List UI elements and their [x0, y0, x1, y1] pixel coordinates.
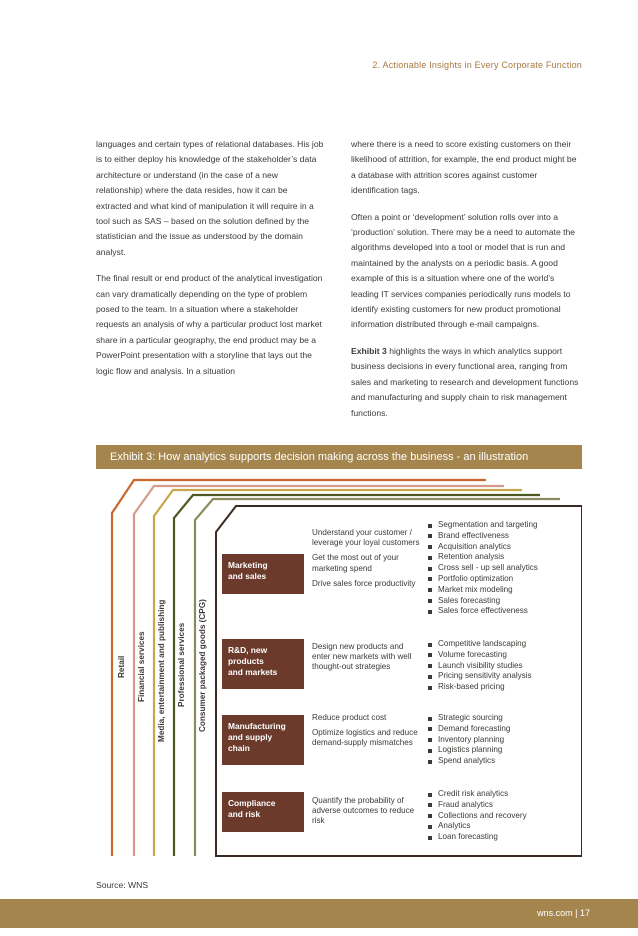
objectives-manufacturing [312, 713, 422, 754]
objective-item: Quantify the probability of adverse outcomes to reduce risk [312, 796, 415, 826]
analytics-item: Brand effectiveness [428, 531, 580, 542]
right-column [351, 137, 581, 432]
analytics-item: Strategic sourcing [428, 713, 580, 724]
industry-label-cpg: Consumer packaged goods (CPG) [198, 599, 207, 732]
analytics-item: Credit risk analytics [428, 789, 580, 800]
function-name-line: Compliance [228, 798, 276, 808]
analytics-item: Sales force effectiveness [428, 606, 580, 617]
analytics-item: Acquisition analytics [428, 542, 580, 553]
function-compliance [222, 792, 304, 832]
function-manufacturing [222, 715, 304, 765]
analytics-item: Competitive landscaping [428, 639, 580, 650]
left-paragraph-1: languages and certain types of relational databases. His job is to either deploy his knowledge of the stakeholder’s data architecture or understand (in the case of a new relationship) where the data resides, how it can be extracted and what kind of manipulation it will require in a tool such as SAS – based on the solution defined by the statistician and the issue as understood by the domain analyst. [96, 139, 324, 257]
analytics-item: Fraud analytics [428, 800, 580, 811]
objective-item: Design new products and enter new markets with well thought-out strategies [312, 642, 412, 672]
function-name-line: and risk [228, 809, 261, 819]
analytics-item: Segmentation and targeting [428, 520, 580, 531]
exhibit-diagram [96, 470, 582, 870]
analytics-item: Collections and recovery [428, 811, 580, 822]
analytics-item: Volume forecasting [428, 650, 580, 661]
function-rnd [222, 639, 304, 689]
function-name-line: and sales [228, 571, 267, 581]
analytics-item: Launch visibility studies [428, 661, 580, 672]
function-name-line: Manufacturing [228, 721, 286, 731]
function-name-line: chain [228, 743, 250, 753]
industry-label-financial: Financial services [137, 631, 146, 702]
analytics-item: Retention analysis [428, 552, 580, 563]
industry-label-retail: Retail [117, 655, 126, 678]
function-name-line: products [228, 656, 264, 666]
objectives-rnd [312, 642, 422, 678]
left-paragraph-2: The final result or end product of the analytical investigation can vary dramatically depending on the type of problem posed to the team. In a situation where a stakeholder requests an analysis of why a particular product lost market share in a particular geography, the end product may be a PowerPoint presentation with a storyline that lays out the logic flow and analysis. In a situation [96, 273, 323, 376]
objective-item: Reduce product cost [312, 713, 387, 722]
analytics-list-manufacturing [428, 713, 580, 767]
exhibit-reference: Exhibit 3 [351, 345, 387, 356]
industry-label-media: Media, entertainment and publishing [157, 599, 166, 742]
analytics-item: Logistics planning [428, 745, 580, 756]
analytics-item: Demand forecasting [428, 724, 580, 735]
analytics-item: Market mix modeling [428, 585, 580, 596]
right-paragraph-2: Often a point or ‘development’ solution rolls over into a ‘production’ solution. There may be a need to automate the algorithms developed into a tool or model that is run and maintained by the analysts on a periodic basis. A good example of this is a situation where one of the world’s leading IT services companies periodically runs models to identify existing customers for new product promotional information distributed through e-mail campaigns. [351, 211, 576, 330]
analytics-list-marketing [428, 520, 580, 617]
objective-item: Understand your customer / leverage your loyal customers [312, 528, 420, 548]
objective-item: Get the most out of your marketing spend [312, 553, 399, 573]
analytics-item: Cross sell - up sell analytics [428, 563, 580, 574]
objective-item: Drive sales force productivity [312, 578, 416, 588]
left-column [96, 137, 324, 390]
running-head: 2. Actionable Insights in Every Corporate Function [372, 60, 582, 70]
function-name-line: and markets [228, 667, 278, 677]
right-paragraph-3 [351, 344, 581, 421]
objectives-marketing [312, 528, 422, 594]
function-name-line: Marketing [228, 560, 268, 570]
analytics-item: Portfolio optimization [428, 574, 580, 585]
analytics-item: Risk-based pricing [428, 682, 580, 693]
analytics-item: Spend analytics [428, 756, 580, 767]
objectives-compliance [312, 796, 422, 832]
analytics-list-rnd [428, 639, 580, 693]
analytics-list-compliance [428, 789, 580, 843]
right-paragraph-1: where there is a need to score existing customers on their likelihood of attrition, for example, the end product might be a database with attrition scores against customer identification tags. [351, 139, 577, 196]
exhibit-title: Exhibit 3: How analytics supports decision making across the business - an illustration [96, 445, 582, 469]
source-note: Source: WNS [96, 880, 149, 890]
function-name-line: and supply [228, 732, 273, 742]
analytics-item: Inventory planning [428, 735, 580, 746]
right-paragraph-3-text: highlights the ways in which analytics support business decisions in every functional area, ranging from sales and marketing to research and development functions and manufacturing and supply chain to risk management functions. [351, 345, 579, 418]
industry-label-professional: Professional services [177, 622, 186, 707]
objective-item: Optimize logistics and reduce demand-supply mismatches [312, 728, 418, 748]
analytics-item: Analytics [428, 821, 580, 832]
function-name-line: R&D, new [228, 645, 268, 655]
analytics-item: Loan forecasting [428, 832, 580, 843]
analytics-item: Pricing sensitivity analysis [428, 671, 580, 682]
analytics-item: Sales forecasting [428, 596, 580, 607]
footer-page-number: wns.com | 17 [537, 908, 590, 918]
function-marketing-and-sales [222, 554, 304, 594]
